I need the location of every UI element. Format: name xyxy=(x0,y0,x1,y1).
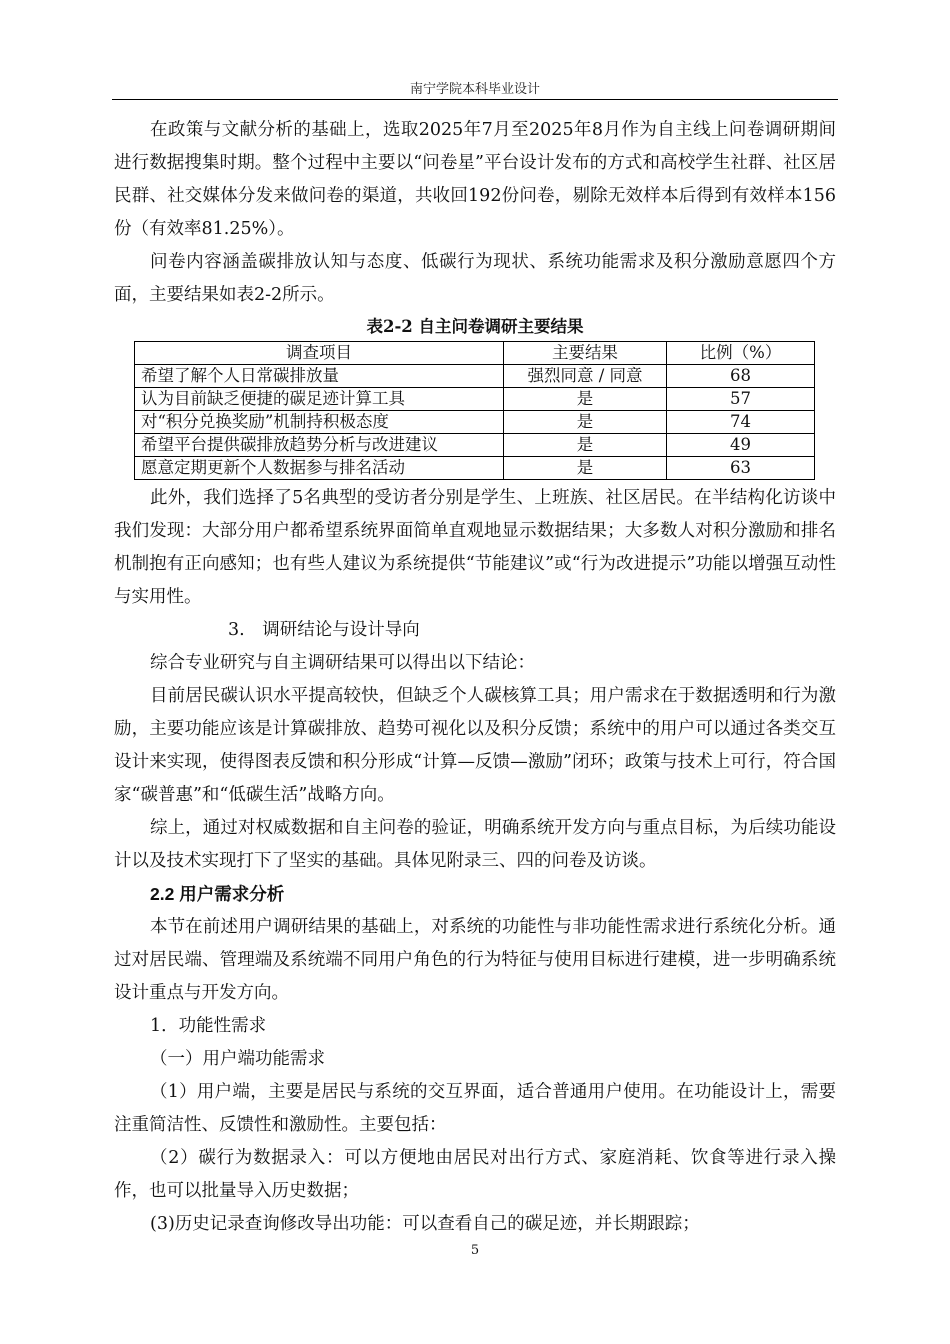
table-row xyxy=(135,365,815,388)
table-cell-ratio: 57 xyxy=(667,388,815,411)
paragraph-conclusion-summary: 综上，通过对权威数据和自主问卷的验证，明确系统开发方向与重点目标，为后续功能设计以及技术实现打下了坚实的基础。具体见附录三、四的问卷及访谈。 xyxy=(114,818,836,871)
functional-requirements-heading: 1．功能性需求 xyxy=(150,1016,267,1036)
paragraph-interview: 此外，我们选择了5名典型的受访者分别是学生、上班族、社区居民。在半结构化访谈中我们发现：大部分用户都希望系统界面简单直观地显示数据结果；大多数人对积分激励和排名机制抱有正向感知；也有些人建议为系统提供“节能建议”或“行为改进提示”功能以增强互动性与实用性。 xyxy=(114,488,836,607)
paragraph-conclusion-intro: 综合专业研究与自主调研结果可以得出以下结论： xyxy=(150,653,535,673)
paragraph-conclusion-body: 目前居民碳认识水平提高较快，但缺乏个人碳核算工具；用户需求在于数据透明和行为激励，主要功能应该是计算碳排放、趋势可视化以及积分反馈；系统中的用户可以通过各类交互设计来实现，使得图表反馈和积分形成“计算—反馈—激励”闭环；政策与技术上可行，符合国家“碳普惠”和“低碳生活”战略方向。 xyxy=(114,686,836,805)
table-row xyxy=(135,434,815,457)
page-number: 5 xyxy=(470,1243,480,1258)
table-cell-item: 愿意定期更新个人数据参与排名活动 xyxy=(135,457,504,480)
section-heading: 2.2 用户需求分析 xyxy=(150,884,285,904)
list-item: （1）用户端，主要是居民与系统的交互界面，适合普通用户使用。在功能设计上，需要注重简洁性、反馈性和激励性。主要包括： xyxy=(114,1082,836,1135)
table-cell-ratio: 49 xyxy=(667,434,815,457)
list-item: (3)历史记录查询修改导出功能：可以查看自己的碳足迹，并长期跟踪； xyxy=(150,1214,700,1234)
page-body xyxy=(114,114,836,1241)
table-row xyxy=(135,388,815,411)
list-item: （2）碳行为数据录入：可以方便地由居民对出行方式、家庭消耗、饮食等进行录入操作，也可以批量导入历史数据； xyxy=(114,1148,836,1201)
table-row xyxy=(135,457,815,480)
table-cell-result: 强烈同意 / 同意 xyxy=(504,365,667,388)
table-cell-result: 是 xyxy=(504,434,667,457)
table-cell-item: 希望平台提供碳排放趋势分析与改进建议 xyxy=(135,434,504,457)
table-cell-ratio: 63 xyxy=(667,457,815,480)
paragraph-survey-method: 在政策与文献分析的基础上，选取2025年7月至2025年8月作为自主线上问卷调研期间进行数据搜集时期。整个过程中主要以“问卷星”平台设计发布的方式和高校学生社群、社区居民群、社交媒体分发来做问卷的渠道，共收回192份问卷，剔除无效样本后得到有效样本156份（有效率81.25%）。 xyxy=(114,120,836,239)
paragraph-survey-content: 问卷内容涵盖碳排放认知与态度、低碳行为现状、系统功能需求及积分激励意愿四个方面，主要结果如表2-2所示。 xyxy=(114,252,836,305)
table-header-cell: 调查项目 xyxy=(135,342,504,365)
paragraph-section-intro: 本节在前述用户调研结果的基础上，对系统的功能性与非功能性需求进行系统化分析。通过对居民端、管理端及系统端不同用户角色的行为特征与使用目标进行建模，进一步明确系统设计重点与开发方向。 xyxy=(114,917,836,1003)
table-cell-result: 是 xyxy=(504,388,667,411)
table-header-row xyxy=(135,342,815,365)
table-header-cell: 主要结果 xyxy=(504,342,667,365)
table-cell-ratio: 68 xyxy=(667,365,815,388)
table-cell-item: 对“积分兑换奖励”机制持积极态度 xyxy=(135,411,504,434)
table-cell-item: 希望了解个人日常碳排放量 xyxy=(135,365,504,388)
page-header: 南宁学院本科毕业设计 xyxy=(409,82,540,97)
table-header-cell: 比例（%） xyxy=(667,342,815,365)
table-cell-result: 是 xyxy=(504,411,667,434)
header-rule xyxy=(112,99,838,100)
survey-results-table xyxy=(134,341,815,480)
subsection-heading: 3. 调研结论与设计导向 xyxy=(228,620,420,640)
table-row xyxy=(135,411,815,434)
table-caption: 表2-2 自主问卷调研主要结果 xyxy=(366,317,584,336)
table-cell-item: 认为目前缺乏便捷的碳足迹计算工具 xyxy=(135,388,504,411)
user-end-heading: （一）用户端功能需求 xyxy=(150,1049,325,1069)
table-cell-result: 是 xyxy=(504,457,667,480)
table-cell-ratio: 74 xyxy=(667,411,815,434)
